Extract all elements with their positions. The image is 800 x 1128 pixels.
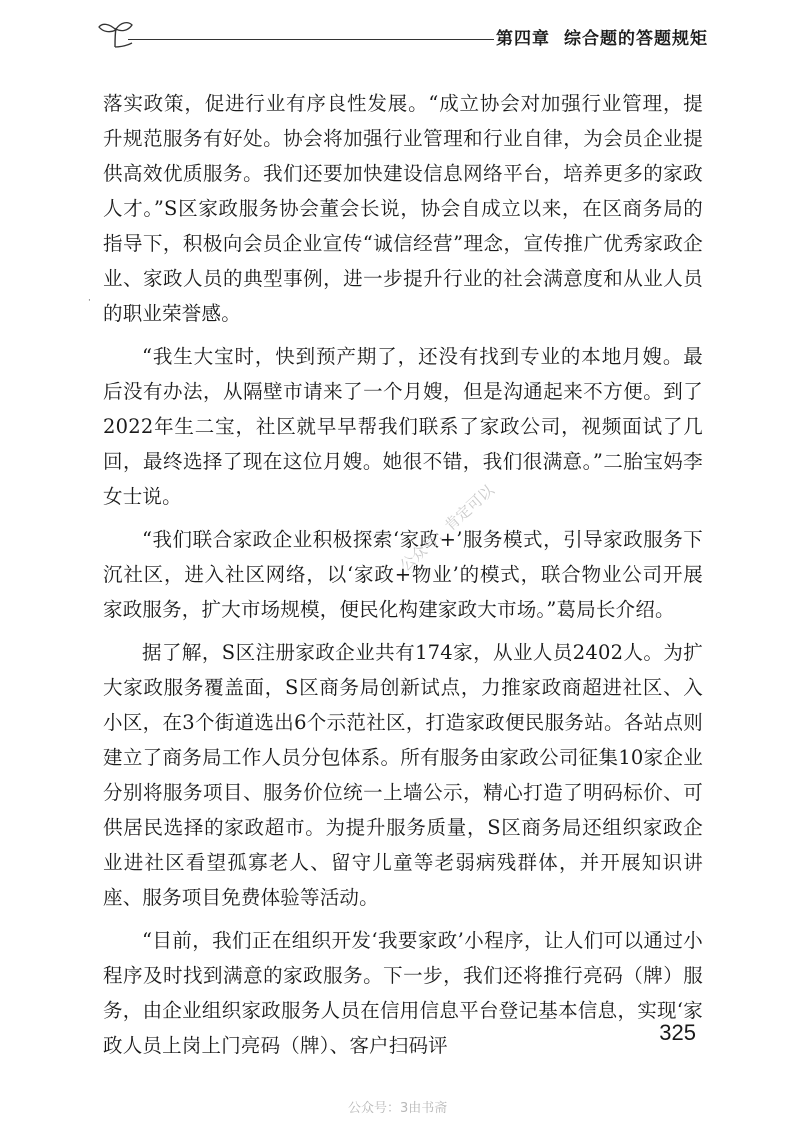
paragraph: “我们联合家政企业积极探索‘家政+’服务模式，引导家政服务下沉社区，进入社区网络，以‘家政+物业’的模式，联合物业公司开展家政服务，扩大市场规模，便民化构建家政大市场。”葛局长介绍。 xyxy=(103,528,703,621)
watermark-bottom: 公众号：3由书斋 xyxy=(348,1101,448,1116)
paragraph: “目前，我们正在组织开发‘我要家政’小程序，让人们可以通过小程序及时找到满意的家政服务。下一步，我们还将推行亮码（牌）服务，由企业组织家政服务人员在信用信息平台登记基本信息，实现‘家政人员上岗上门亮码（牌）、客户扫码评 xyxy=(103,929,703,1057)
page-number: 325 xyxy=(659,1020,696,1045)
running-header xyxy=(96,20,708,48)
watermark-center: 公众号：肯定可以 xyxy=(396,481,498,575)
paragraph: 据了解，S区注册家政企业共有174家，从业人员2402人。为扩大家政服务覆盖面，S区商务局创新试点，力推家政商超进社区、入小区，在3个街道选出6个示范社区，打造家政便民服务站。各站点则建立了商务局工作人员分包体系。所有服务由家政公司征集10家企业分别将服务项目、服务价位统一上墙公示，精心打造了明码标价、可供居民选择的家政超市。为提升服务质量，S区商务局还组织家政企业进社区看望孤寡老人、留守儿童等老弱病残群体，并开展知识讲座、服务项目免费体验等活动。 xyxy=(103,641,703,909)
margin-dot: · xyxy=(88,296,91,306)
chapter-number: 第四章 xyxy=(496,29,550,49)
sprout-icon xyxy=(96,20,136,48)
chapter-heading xyxy=(496,24,708,49)
chapter-title: 综合题的答题规矩 xyxy=(564,29,708,49)
header-rule xyxy=(128,39,494,40)
paragraph: 落实政策，促进行业有序良性发展。“成立协会对加强行业管理，提升规范服务有好处。协会将加强行业管理和行业自律，为会员企业提供高效优质服务。我们还要加快建设信息网络平台，培养更多的家政人才。”S区家政服务协会董会长说，协会自成立以来，在区商务局的指导下，积极向会员企业宣传“诚信经营”理念，宣传推广优秀家政企业、家政人员的典型事例，进一步提升行业的社会满意度和从业人员的职业荣誉感。 xyxy=(103,92,703,325)
paragraph: “我生大宝时，快到预产期了，还没有找到专业的本地月嫂。最后没有办法，从隔壁市请来了一个月嫂，但是沟通起来不方便。到了2022年生二宝，社区就早早帮我们联系了家政公司，视频面试了几回，最终选择了现在这位月嫂。她很不错，我们很满意。”二胎宝妈李女士说。 xyxy=(103,345,703,508)
page-body xyxy=(103,86,703,1071)
